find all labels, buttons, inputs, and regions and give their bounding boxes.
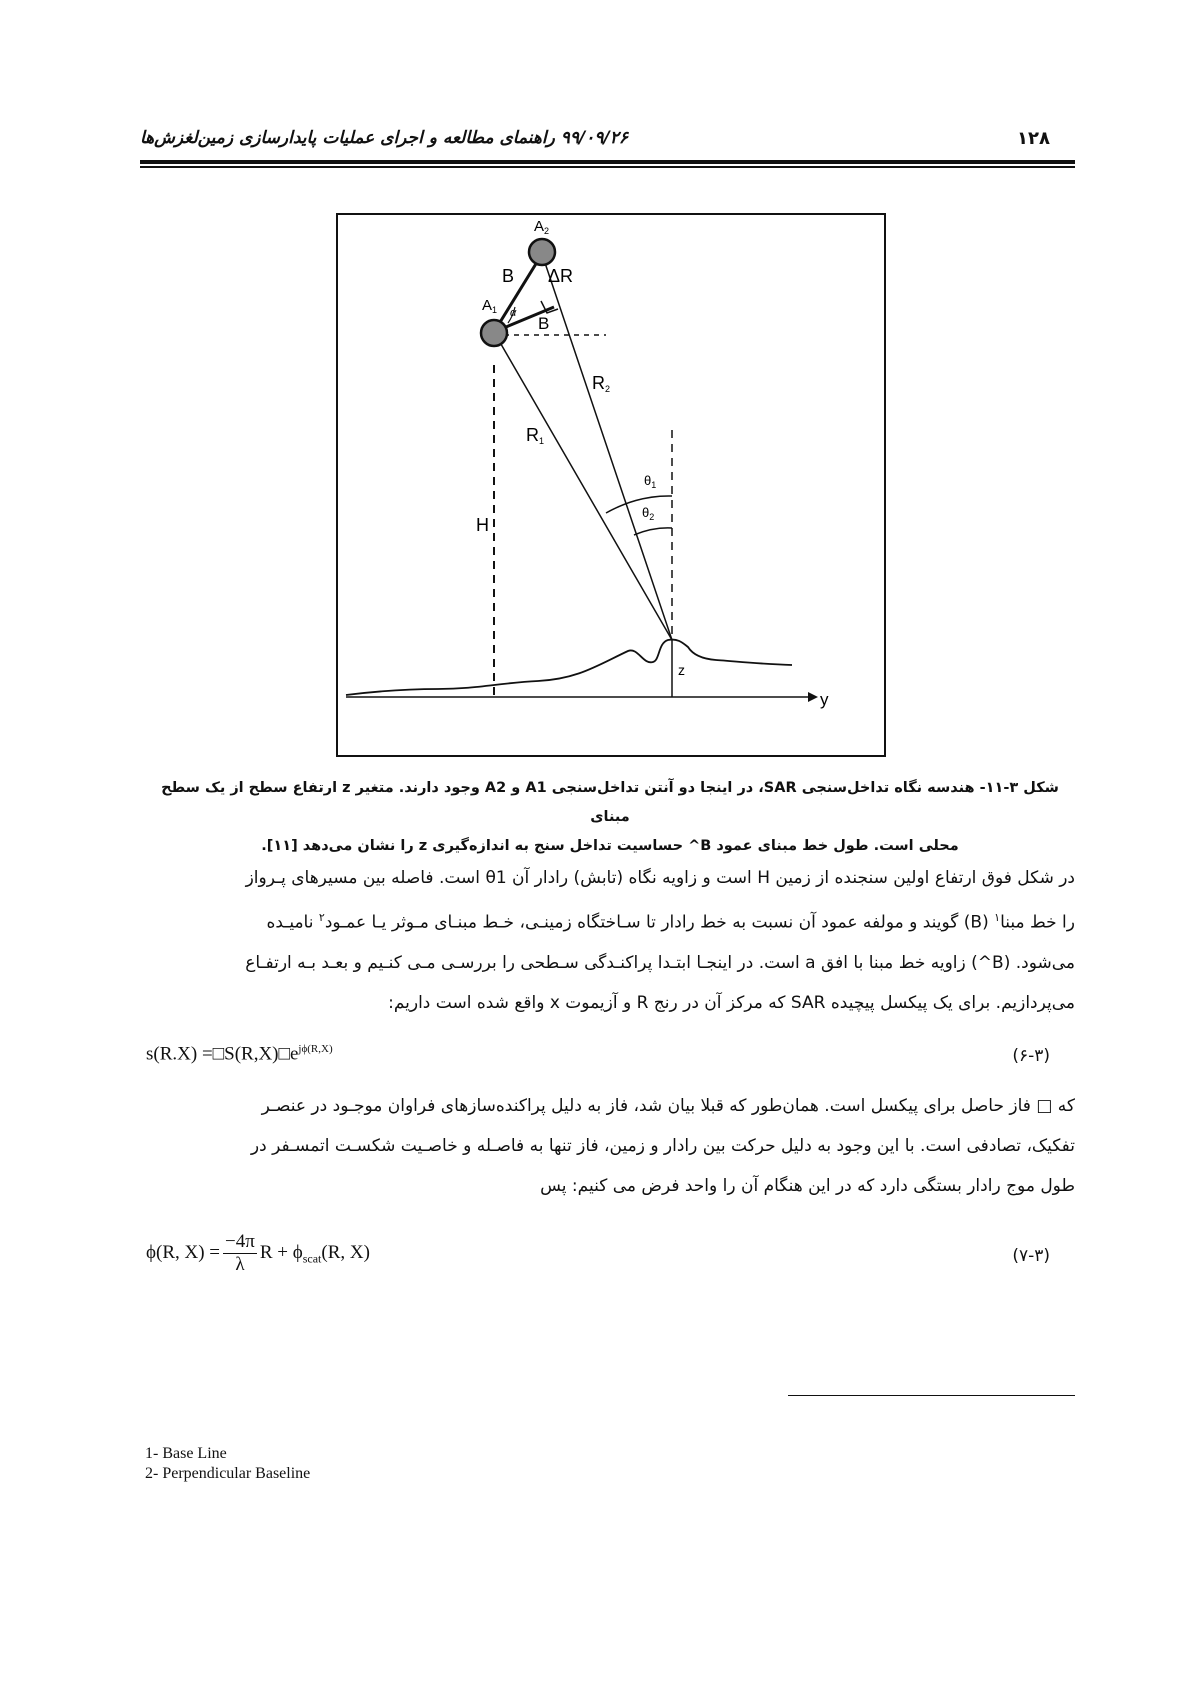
footnote-ref-1[interactable]: ۱	[994, 911, 1001, 924]
label-r2: R2	[592, 373, 611, 394]
body2-line-1: که □ فاز حاصل برای پیکسل است. همان‌طور که قبلا بیان شد، فاز به دلیل پراکنده‌سازهای فراوان موجـود در عنصـر	[261, 1096, 1075, 1116]
body2-line-3: طول موج رادار بستگی دارد که در این هنگام آن را واحد فرض می کنیم: پس	[540, 1176, 1075, 1196]
caption-line-2: محلی است. طول خط مبنای عمود B^ حساسیت تداخل سنج به اندازه‌گیری z را نشان می‌دهد [۱۱].	[261, 838, 959, 854]
label-y: y	[820, 690, 829, 709]
equation-number-6-3: (۶-۳)	[1012, 1046, 1050, 1066]
label-z: z	[678, 662, 685, 678]
body-paragraph-2	[145, 1086, 1075, 1206]
footnote-2: 2- Perpendicular Baseline	[145, 1465, 311, 1482]
label-b: B	[502, 266, 515, 286]
footnote-separator	[788, 1395, 1075, 1396]
antenna-a1	[481, 320, 507, 346]
fraction-4pi-lambda: $\frac{-4\pi}{\lambda}$	[225, 1231, 255, 1275]
label-a1: $A_1$	[482, 297, 498, 315]
body1-line-1: در شکل فوق ارتفاع اولین سنجنده از زمین H است و زاویه نگاه (تابش) رادار آن θ1 است. فاصله بین مسیرهای پـرواز	[245, 868, 1075, 888]
theta1-arc	[606, 496, 672, 513]
sar-geometry-diagram	[338, 215, 884, 755]
label-r1: R1	[526, 425, 545, 446]
label-theta2: $\theta_2$	[642, 505, 655, 522]
body1-line-2: را خط مبنا$^۱$ (B) گویند و مولفه عمود آن نسبت به خط رادار تا سـاختگاه زمینـی، خـط مبنـای مـوثر یـا عمـود$^۲$ نامیـده	[266, 911, 1075, 933]
sar-geometry-figure	[336, 213, 886, 757]
caption-line-1: شکل ۳-۱۱- هندسه نگاه تداخل‌سنجی SAR، در اینجا دو آنتن تداخل‌سنجی A1 و A2 وجود دارند. متغیر z ارتفاع سطح از یک سطح مبنای	[161, 780, 1059, 825]
footnotes	[145, 1444, 310, 1484]
antenna-a2	[529, 239, 555, 265]
label-delta-r: ΔR	[548, 266, 574, 286]
label-h: H	[476, 515, 489, 535]
label-alpha: α	[510, 307, 517, 319]
footnote-1: 1- Base Line	[145, 1445, 227, 1462]
label-theta1: $\theta_1$	[644, 473, 657, 490]
body1-line-3: می‌شود. (B^) زاویه خط مبنا با افق a است. در اینجـا ابتـدا پراکنـدگی سـطحی را بررسـی مـی کنـیم و بعـد بـه ارتفـاع	[245, 952, 1075, 973]
terrain-profile	[346, 640, 792, 695]
equation-6-3: $s(R.X) =□S(R,X)□e^{j\phi(R,X)}$	[146, 1043, 333, 1065]
figure-caption	[145, 774, 1075, 861]
footnote-ref-2[interactable]: ۲	[318, 911, 325, 924]
equation-number-7-3: (۷-۳)	[1012, 1246, 1050, 1266]
page-number: ۱۲۸	[1017, 128, 1050, 149]
header-rule-thick	[140, 160, 1075, 164]
running-header-title: ۹۹/۰۹/۲۶ راهنمای مطالعه و اجرای عملیات پایدارسازی زمین‌لغزش‌ها	[140, 128, 628, 148]
label-b-perp: B	[538, 314, 550, 333]
theta2-arc	[634, 528, 672, 535]
body-paragraph-1	[145, 858, 1075, 1023]
header-rule-thin	[140, 166, 1075, 168]
body1-line-4: می‌پردازیم. برای یک پیکسل پیچیده SAR که مرکز آن در رنج R و آزیموت x واقع شده است داریم:	[388, 992, 1075, 1013]
r2-ray	[542, 254, 672, 640]
body2-line-2: تفکیک، تصادفی است. با این وجود به دلیل حرکت بین رادار و زمین، فاز تنها به فاصـله و خاصـیت شکسـت اتمسـفر در	[250, 1136, 1075, 1156]
y-axis-arrow	[808, 692, 818, 702]
equation-7-3: ϕ(R, X) = $\frac{-4\pi}{\lambda}$ $R + \phi_{scat}(R$, X)	[146, 1231, 370, 1275]
label-a2: $A_2$	[534, 218, 550, 236]
